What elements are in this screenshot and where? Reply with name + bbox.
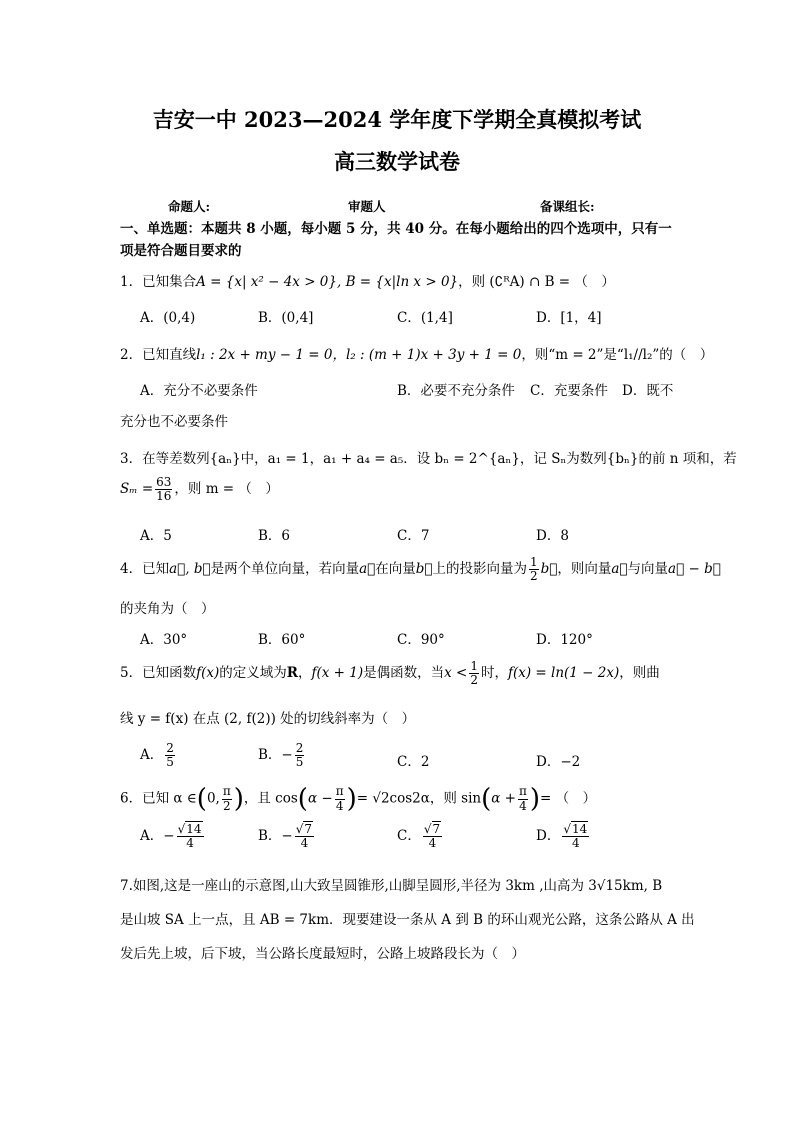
author-label: 命题人: — [168, 199, 211, 214]
q6-sin-den: 4 — [519, 798, 527, 813]
q6-option-b-den: 4 — [300, 836, 309, 851]
q2-option-b: B．必要不充分条件 — [397, 383, 515, 399]
q1-option-a: A．(0,4) — [140, 310, 196, 326]
q6-option-d-den: 4 — [571, 836, 580, 851]
q5-half-num: 1 — [470, 659, 478, 673]
q3-option-d: D．8 — [536, 528, 569, 544]
q4-proj-vec: b⃗ — [540, 561, 558, 578]
q6-text-b: ，且 cos — [243, 790, 298, 807]
q5-line2: 线 y = f(x) 在点 (2, f(2)) 处的切线斜率为（ ） — [120, 711, 416, 727]
q2-option-a: A．充分不必要条件 — [140, 383, 258, 399]
q4-text-d: 上的投影向量为 — [432, 561, 527, 578]
section-heading-line2: 项是符合题目要求的 — [120, 243, 242, 259]
q3-fraction-num: 63 — [156, 475, 172, 489]
q4-diff: a⃗ − b⃗ — [668, 561, 721, 578]
q6-cos-frac — [335, 785, 345, 812]
q3-tail: ，则 m = （ ） — [174, 481, 279, 498]
q6-option-a-rad: 14 — [186, 822, 202, 836]
q6-option-b — [258, 823, 316, 850]
q6-cos-num: π — [335, 784, 344, 799]
q5-option-b-frac — [295, 742, 305, 769]
q5-option-a-num: 2 — [166, 741, 174, 755]
q6-option-a-sign: − — [163, 828, 175, 845]
q4-vec-b: b⃗ — [415, 561, 433, 578]
question-7-line3: 发后先上坡，后下坡，当公路长度最短时，公路上坡路段长为（ ） — [120, 946, 525, 962]
q3-sm: Sₘ = — [120, 481, 154, 498]
q5-option-b-num: 2 — [295, 741, 304, 755]
q5-option-d: D．−2 — [536, 754, 581, 770]
q6-option-d-rad: 14 — [571, 822, 588, 836]
q5-text-f: ，则曲 — [619, 665, 660, 682]
q4-line2: 的夹角为（ ） — [120, 601, 215, 617]
q6-option-b-frac — [295, 823, 314, 850]
q5-text-b: 的定义域为 — [219, 665, 287, 682]
question-3-line2 — [120, 476, 279, 503]
q6-option-a — [140, 823, 206, 850]
q2-option-c: C．充要条件 — [530, 383, 608, 399]
q6-option-b-sign: − — [281, 828, 293, 845]
q4-option-d: D．120° — [536, 632, 593, 648]
q4-text-e: ，则向量 — [557, 561, 612, 578]
q4-option-a: A．30° — [140, 632, 188, 648]
q6-sin-paren-close: ) — [529, 784, 541, 814]
q4-option-c: C．90° — [397, 632, 445, 648]
exam-subtitle: 高三数学试卷 — [334, 149, 460, 174]
q6-sin-num: π — [518, 784, 527, 799]
q4-half-num: 1 — [529, 555, 538, 569]
q4-text-c: 在向量 — [375, 561, 416, 578]
q6-option-c — [397, 823, 444, 850]
q6-option-a-label: A． — [140, 828, 164, 845]
q6-paren-close: ) — [233, 784, 244, 814]
q6-option-c-num: √7 — [423, 822, 441, 836]
q6-option-a-frac — [177, 823, 204, 850]
q6-cos-paren-open: ( — [297, 784, 308, 814]
q6-option-b-num: √7 — [295, 822, 313, 836]
q5-text-d: 是偶函数，当 — [363, 665, 445, 682]
q6-paren-open: ( — [196, 784, 207, 814]
q6-prefix: 6．已知 α ∈ — [120, 790, 197, 807]
question-3-line1 — [120, 447, 737, 467]
question-6-line1 — [120, 784, 596, 814]
reviewer-label: 审题人 — [348, 199, 386, 214]
q5-fx: f(x) — [196, 665, 220, 682]
q6-interval-frac — [222, 785, 232, 812]
q1-set-a: A = {x| x² − 4x > 0} — [196, 274, 337, 290]
q5-option-b — [258, 742, 306, 769]
q1-option-c: C．(1,4] — [397, 310, 453, 326]
q6-option-b-rad: 7 — [304, 822, 313, 836]
q4-vec-a2: a⃗ — [611, 561, 628, 578]
q3-fraction — [155, 476, 172, 503]
q5-def: f(x) = ln(1 − 2x) — [507, 665, 620, 682]
q1-tail: ，则 (∁ᴿA) ∩ B = （ ） — [458, 274, 615, 290]
question-5-line1 — [120, 660, 660, 687]
q5-half — [469, 660, 479, 687]
q4-vec-a: a⃗ — [359, 561, 376, 578]
q5-option-c: C．2 — [397, 754, 430, 770]
leader-label: 备课组长: — [540, 199, 595, 214]
q5-option-a-den: 5 — [166, 755, 174, 770]
section-heading-line1: 一、单选题：本题共 8 小题，每小题 5 分，共 40 分。在每小题给出的四个选项中，只有一 — [120, 221, 672, 237]
q6-option-d — [536, 823, 591, 850]
q6-sin-frac — [518, 785, 528, 812]
q6-cos-den: 4 — [335, 798, 344, 813]
q5-half-den: 2 — [470, 673, 478, 688]
q5-option-b-label: B． — [258, 747, 282, 764]
q5-option-b-den: 5 — [295, 755, 304, 770]
q4-prefix: 4．已知 — [120, 561, 170, 578]
q5-option-a-label: A． — [140, 747, 164, 764]
q6-option-c-rad: 7 — [432, 822, 441, 836]
q1-prefix: 1．已知集合 — [120, 274, 197, 290]
q6-interval-left: 0, — [206, 790, 220, 807]
q6-interval-den: 2 — [222, 798, 231, 813]
q3-prefix: 3．在等差数列{aₙ}中， — [120, 451, 268, 467]
q5-cond: x < — [444, 665, 468, 682]
q4-option-b: B．60° — [258, 632, 306, 648]
question-2 — [120, 343, 713, 363]
q5-prefix: 5．已知函数 — [120, 665, 197, 682]
q1-set-b: , B = {x|ln x > 0} — [336, 274, 459, 290]
q2-option-d: D．既不 — [622, 383, 674, 399]
q4-text-f: 与向量 — [627, 561, 669, 578]
question-4-line1 — [120, 556, 721, 583]
q4-vectors: a⃗, b⃗ — [169, 561, 211, 578]
q5-text-e: 时， — [480, 665, 508, 682]
q6-sin-paren-open: ( — [481, 784, 492, 814]
q6-option-d-label: D． — [536, 828, 561, 845]
question-1 — [120, 270, 615, 290]
question-7-line2: 是山坡 SA 上一点，且 AB = 7km．现要建设一条从 A 到 B 的环山观光公路，这条公路从 A 出 — [120, 912, 695, 928]
q2-l2: ，l₂ : (m + 1)x + 3y + 1 = 0 — [332, 347, 522, 363]
q5-R: R — [286, 665, 298, 682]
question-7-line1: 7.如图,这是一座山的示意图,山大致呈圆锥形,山脚呈圆形,半径为 3km ,山高为 3√15km, B — [120, 878, 663, 894]
q6-text-c: = √2cos2α，则 sin — [356, 790, 482, 807]
q6-option-d-num: √14 — [563, 822, 588, 836]
q6-option-a-den: 4 — [186, 836, 194, 851]
q5-option-b-sign: − — [281, 747, 293, 764]
q6-option-c-label: C． — [397, 828, 421, 845]
q6-cos-paren-close: ) — [346, 784, 357, 814]
q4-half-den: 2 — [529, 569, 538, 584]
q3-option-a: A．5 — [140, 528, 172, 544]
q3-fraction-den: 16 — [156, 489, 172, 504]
q5-text-c: ， — [297, 665, 312, 682]
q6-option-c-den: 4 — [428, 836, 437, 851]
q6-option-c-frac — [423, 823, 442, 850]
q2-option-d-cont: 充分也不必要条件 — [120, 414, 228, 430]
q6-option-a-num: √14 — [177, 822, 202, 836]
q5-option-a — [140, 742, 177, 769]
q3-body: a₁ = 1，a₁ + a₄ = a₅．设 bₙ = 2^{aₙ}，记 Sₙ为数列{bₙ}的前 n 项和，若 — [267, 451, 737, 467]
q6-option-b-label: B． — [258, 828, 282, 845]
q1-option-d: D．[1，4] — [536, 310, 602, 326]
q3-option-c: C．7 — [397, 528, 430, 544]
q6-sin-left: α + — [491, 790, 516, 807]
q2-l1: l₁ : 2x + my − 1 = 0 — [196, 347, 333, 363]
exam-title: 吉安一中 2023—2024 学年度下学期全真模拟考试 — [152, 107, 642, 132]
q6-text-d: = （ ） — [540, 790, 597, 807]
q6-interval-num: π — [222, 784, 231, 799]
q2-tail: ，则“m = 2”是“l₁//l₂”的（ ） — [521, 347, 714, 363]
q6-cos-left: α − — [307, 790, 333, 807]
q3-option-b: B．6 — [258, 528, 291, 544]
q4-half — [529, 556, 539, 583]
q5-option-a-frac — [165, 742, 175, 769]
q6-option-d-frac — [562, 823, 589, 850]
q1-option-b: B．(0,4] — [258, 310, 314, 326]
q5-fx1: f(x + 1) — [311, 665, 364, 682]
q2-prefix: 2．已知直线 — [120, 347, 197, 363]
q4-text-b: 是两个单位向量，若向量 — [210, 561, 360, 578]
